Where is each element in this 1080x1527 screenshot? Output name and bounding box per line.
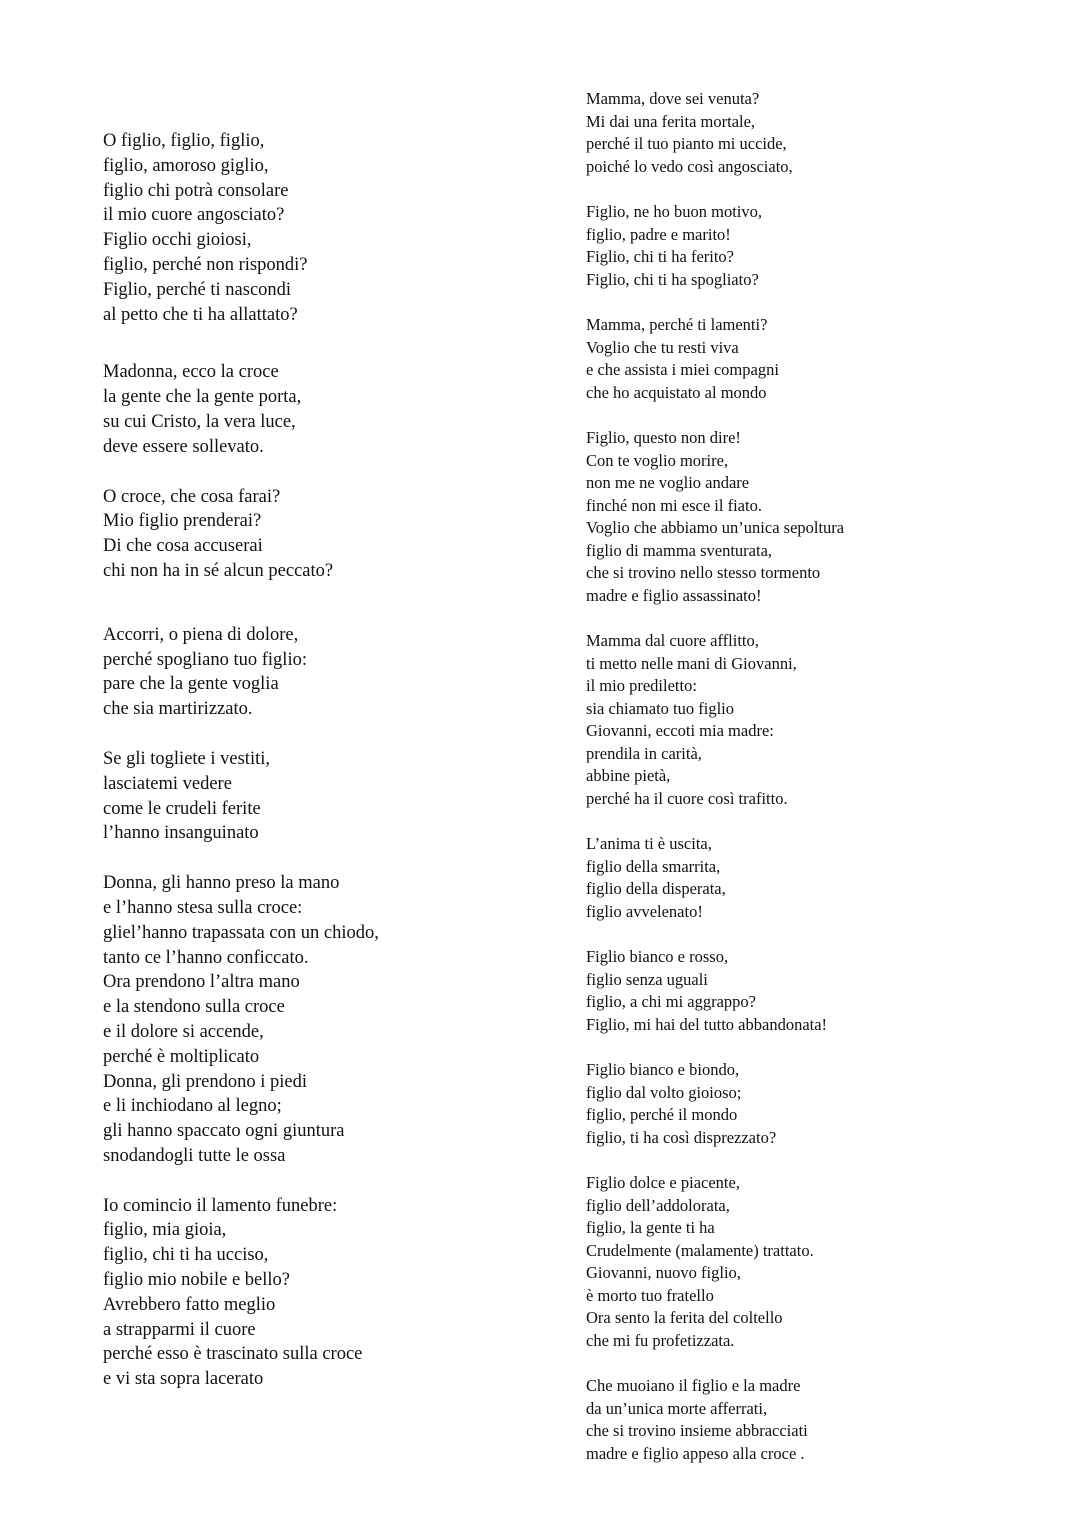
verse-line: figlio, mia gioia, bbox=[103, 1220, 227, 1241]
verse-line: Figlio bianco e rosso, bbox=[586, 947, 729, 966]
verse-line: figlio di mamma sventurata, bbox=[586, 540, 773, 560]
verse-line: Di che cosa accuserai bbox=[103, 536, 263, 557]
verse-line: sia chiamato tuo figlio bbox=[586, 698, 735, 718]
left-stanza bbox=[103, 1194, 543, 1392]
verse-line: da un’unica morte afferrati, bbox=[586, 1398, 768, 1418]
verse-line: madre e figlio assassinato! bbox=[586, 585, 762, 605]
verse-line: Con te voglio morire, bbox=[586, 450, 729, 470]
verse-line: e che assista i miei compagni bbox=[586, 360, 779, 379]
verse-line: Che muoiano il figlio e la madre bbox=[586, 1376, 801, 1395]
verse-line: figlio dal volto gioioso; bbox=[586, 1082, 742, 1102]
verse-line: O figlio, figlio, figlio, bbox=[103, 131, 265, 151]
verse-line: figlio mio nobile e bello? bbox=[103, 1270, 291, 1291]
verse-line: figlio, perché il mondo bbox=[586, 1105, 738, 1124]
verse-line: Mamma, dove sei venuta? bbox=[586, 89, 760, 108]
verse-line: perché ha il cuore così trafitto. bbox=[586, 788, 788, 808]
verse-line: abbine pietà, bbox=[586, 766, 671, 785]
verse-line: figlio, amoroso giglio, bbox=[103, 155, 269, 176]
verse-line: che si trovino nello stesso tormento bbox=[586, 563, 821, 582]
verse-line: non me ne voglio andare bbox=[586, 473, 750, 492]
verse-line: al petto che ti ha allattato? bbox=[103, 304, 298, 325]
verse-line: perché spogliano tuo figlio: bbox=[103, 649, 307, 670]
verse-line: Mamma dal cuore afflitto, bbox=[586, 631, 759, 650]
verse-line: Mi dai una ferita mortale, bbox=[586, 111, 756, 131]
right-stanza bbox=[586, 1375, 1056, 1465]
verse-line: Figlio dolce e piacente, bbox=[586, 1173, 740, 1192]
verse-line: che si trovino insieme abbracciati bbox=[586, 1421, 808, 1440]
verse-line: L’anima ti è uscita, bbox=[586, 834, 712, 853]
verse-line: Figlio, chi ti ha ferito? bbox=[586, 247, 735, 266]
verse-line: l’hanno insanguinato bbox=[103, 823, 259, 844]
verse-line: Donna, gli prendono i piedi bbox=[103, 1071, 307, 1092]
verse-line: Figlio, perché ti nascondi bbox=[103, 279, 292, 300]
verse-line: figlio, la gente ti ha bbox=[586, 1218, 715, 1237]
left-stanza bbox=[103, 747, 543, 846]
verse-line: figlio dell’addolorata, bbox=[586, 1195, 730, 1215]
verse-line: Avrebbero fatto meglio bbox=[103, 1294, 276, 1315]
verse-line: figlio, ti ha così disprezzato? bbox=[586, 1127, 777, 1147]
verse-line: è morto tuo fratello bbox=[586, 1285, 714, 1305]
verse-line: madre e figlio appeso alla croce . bbox=[586, 1443, 805, 1463]
verse-line: Figlio, ne ho buon motivo, bbox=[586, 202, 763, 221]
verse-line: tanto ce l’hanno conficcato. bbox=[103, 947, 309, 968]
right-stanza bbox=[586, 314, 1056, 404]
verse-line: Voglio che tu resti viva bbox=[586, 337, 739, 357]
verse-line: figlio chi potrà consolare bbox=[103, 180, 289, 201]
verse-line: Accorri, o piena di dolore, bbox=[103, 624, 299, 645]
verse-line: Ora sento la ferita del coltello bbox=[586, 1308, 783, 1327]
verse-line: O croce, che cosa farai? bbox=[103, 486, 281, 507]
right-column bbox=[586, 88, 1056, 1465]
right-stanza bbox=[586, 427, 1056, 607]
verse-line: ti metto nelle mani di Giovanni, bbox=[586, 653, 797, 673]
right-stanza bbox=[586, 1172, 1056, 1352]
verse-line: finché non mi esce il fiato. bbox=[586, 495, 762, 515]
verse-line: Ora prendono l’altra mano bbox=[103, 972, 300, 993]
verse-line: come le crudeli ferite bbox=[103, 798, 261, 819]
verse-line: snodandogli tutte le ossa bbox=[103, 1145, 286, 1166]
right-stanza bbox=[586, 833, 1056, 923]
left-stanza bbox=[103, 623, 543, 722]
left-stanza bbox=[103, 129, 543, 327]
verse-line: Mio figlio prenderai? bbox=[103, 511, 262, 532]
verse-line: deve essere sollevato. bbox=[103, 436, 264, 457]
verse-line: Mamma, perché ti lamenti? bbox=[586, 315, 768, 334]
verse-line: Crudelmente (malamente) trattato. bbox=[586, 1240, 814, 1260]
verse-line: Madonna, ecco la croce bbox=[103, 362, 279, 383]
verse-line: che ho acquistato al mondo bbox=[586, 382, 767, 402]
verse-line: e la stendono sulla croce bbox=[103, 997, 285, 1018]
verse-line: il mio prediletto: bbox=[586, 676, 697, 695]
verse-line: Figlio, chi ti ha spogliato? bbox=[586, 269, 759, 289]
verse-line: figlio avvelenato! bbox=[586, 901, 703, 921]
right-stanza bbox=[586, 88, 1056, 178]
verse-line: gli hanno spaccato ogni giuntura bbox=[103, 1121, 345, 1142]
verse-line: e vi sta sopra lacerato bbox=[103, 1369, 264, 1390]
verse-line: su cui Cristo, la vera luce, bbox=[103, 411, 296, 432]
verse-line: il mio cuore angosciato? bbox=[103, 205, 285, 226]
right-stanza bbox=[586, 946, 1056, 1036]
right-stanza bbox=[586, 630, 1056, 810]
verse-line: perché il tuo pianto mi uccide, bbox=[586, 134, 787, 153]
left-stanza bbox=[103, 871, 543, 1169]
verse-line: figlio della disperata, bbox=[586, 879, 726, 898]
verse-line: Voglio che abbiamo un’unica sepoltura bbox=[586, 518, 845, 537]
verse-line: che sia martirizzato. bbox=[103, 699, 253, 720]
verse-line: figlio della smarrita, bbox=[586, 856, 721, 876]
verse-line: Figlio, questo non dire! bbox=[586, 428, 741, 447]
verse-line: e il dolore si accende, bbox=[103, 1021, 264, 1042]
left-column bbox=[103, 129, 543, 1392]
verse-line: figlio senza uguali bbox=[586, 969, 708, 989]
left-stanza bbox=[103, 485, 543, 584]
verse-line: a strapparmi il cuore bbox=[103, 1319, 256, 1340]
right-stanza bbox=[586, 201, 1056, 291]
left-stanza bbox=[103, 360, 543, 459]
verse-line: figlio, a chi mi aggrappo? bbox=[586, 992, 756, 1011]
verse-line: gliel’hanno trapassata con un chiodo, bbox=[103, 922, 379, 943]
verse-line: prendila in carità, bbox=[586, 743, 702, 763]
verse-line: la gente che la gente porta, bbox=[103, 387, 302, 408]
verse-line: chi non ha in sé alcun peccato? bbox=[103, 560, 334, 581]
verse-line: perché è moltiplicato bbox=[103, 1046, 260, 1067]
verse-line: poiché lo vedo così angosciato, bbox=[586, 156, 793, 176]
verse-line: e li inchiodano al legno; bbox=[103, 1096, 282, 1117]
verse-line: Figlio, mi hai del tutto abbandonata! bbox=[586, 1014, 828, 1034]
verse-line: Figlio bianco e biondo, bbox=[586, 1060, 740, 1079]
verse-line: figlio, padre e marito! bbox=[586, 224, 731, 244]
verse-line: Giovanni, eccoti mia madre: bbox=[586, 721, 774, 740]
verse-line: che mi fu profetizzata. bbox=[586, 1330, 735, 1350]
verse-line: lasciatemi vedere bbox=[103, 773, 232, 794]
verse-line: e l’hanno stesa sulla croce: bbox=[103, 897, 303, 918]
verse-line: pare che la gente voglia bbox=[103, 674, 279, 695]
right-stanza bbox=[586, 1059, 1056, 1149]
verse-line: Se gli togliete i vestiti, bbox=[103, 748, 270, 769]
verse-line: perché esso è trascinato sulla croce bbox=[103, 1344, 363, 1365]
verse-line: Donna, gli hanno preso la mano bbox=[103, 873, 340, 894]
verse-line: figlio, perché non rispondi? bbox=[103, 254, 308, 275]
verse-line: Giovanni, nuovo figlio, bbox=[586, 1263, 741, 1282]
verse-line: Io comincio il lamento funebre: bbox=[103, 1195, 338, 1216]
verse-line: figlio, chi ti ha ucciso, bbox=[103, 1245, 269, 1266]
verse-line: Figlio occhi gioiosi, bbox=[103, 230, 252, 251]
